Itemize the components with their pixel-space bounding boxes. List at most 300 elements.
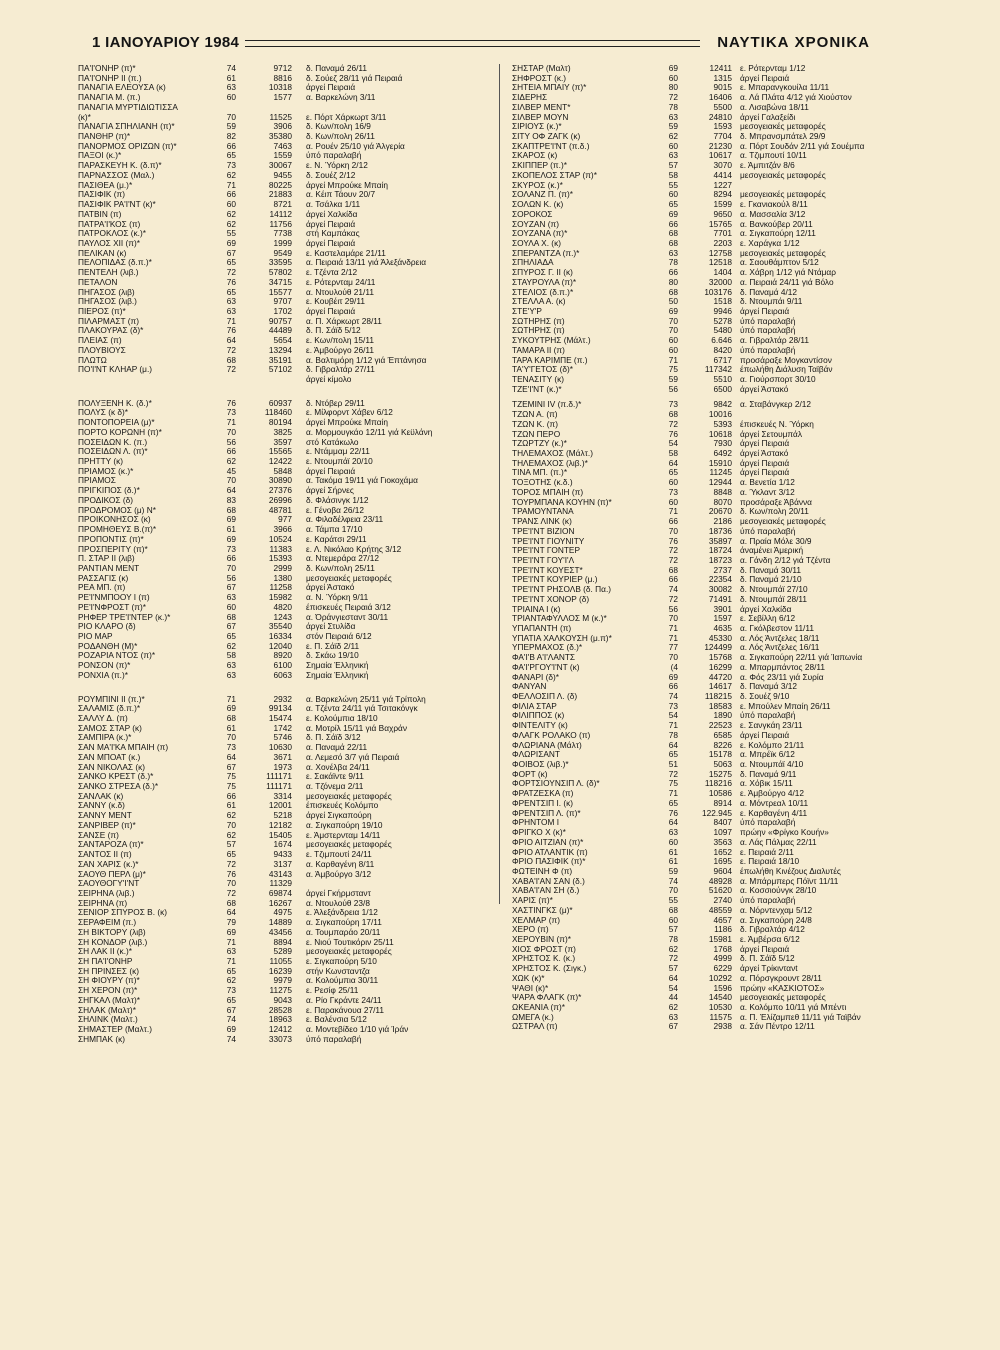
ship-year: 66 (226, 140, 236, 151)
ship-name: ΣΑΜΠΙΡΑ (κ.)* (78, 733, 132, 743)
ship-name: ΣΠΥΡΟΣ Γ. ΙΙ (κ) (512, 268, 573, 278)
ship-status: α. Κολόμπο 10/11 γιά Μπέντι (740, 1003, 847, 1012)
ship-name: ΣΑΜΟΣ ΣΤΑΡ (κ) (78, 723, 142, 733)
ship-name: ΠΑΥΛΟΣ XII (π)* (78, 238, 141, 248)
ship-year: 70 (668, 652, 678, 663)
ship-status: άργεί Πειραιά (740, 439, 790, 449)
ship-tonnage: 44489 (268, 325, 292, 336)
ship-name: ΠΑΝΑΓΙΑ ΜΥΡΤΙΔΙΩΤΙΣΣΑ (78, 102, 178, 112)
ship-tonnage: 4414 (713, 169, 732, 180)
ship-name: ΣΑΝΡΙΒΕΡ (π)* (78, 820, 136, 830)
ship-year: 59 (226, 121, 236, 132)
ship-tonnage: 6585 (713, 729, 732, 740)
ship-name: ΣΑΝ ΜΠΟΑΤ (κ.) (78, 752, 141, 762)
ship-year: 74 (668, 875, 678, 886)
ship-status: α. Κοσσιούνγκ 28/10 (740, 886, 817, 896)
ship-name: ΡΙΟ ΚΛΑΡΟ (δ) (78, 622, 136, 632)
ship-tonnage: 5510 (713, 374, 732, 384)
ship-name: ΠΑΤΡΟΚΛΟΣ (κ.)* (78, 229, 146, 239)
ship-status: α. Βενετία 1/12 (740, 478, 795, 488)
ship-name: ΣΚΟΠΕΛΟΣ ΣΤΑΡ (π)* (512, 170, 597, 180)
ship-tonnage: 7463 (273, 140, 292, 151)
ship-name: ΥΠΕΡΜΑΧΟΣ (δ.)* (512, 643, 583, 653)
ship-year: 70 (226, 562, 236, 573)
ship-tonnage: 8226 (713, 739, 732, 750)
ship-year: 71 (226, 955, 236, 966)
ship-name: ΠΟΝΤΟΠΟΡΕΙΑ (μ)* (78, 418, 155, 428)
ship-status: έπισκευές Πειραιά 3/12 (306, 602, 391, 612)
ship-tonnage: 11575 (709, 1011, 732, 1022)
ship-name: ΣΗ ΦΙΟΥΡΥ (π)* (78, 976, 140, 986)
ship-name: ΤΡΕ'Ι'ΝΤ ΓΟΝΤΕΡ (512, 546, 580, 556)
ship-year: 60 (668, 477, 678, 488)
ship-status: δ. Φλάσινγκ 1/12 (306, 495, 369, 505)
ship-year: 56 (226, 436, 236, 447)
ship-name: ΣΑΝΣΕ (π) (78, 830, 119, 840)
ship-year: 60 (668, 140, 678, 151)
ship-status: προσάραξε Μογκαντίσον (740, 355, 832, 365)
ship-name: ΠΡΟΠΟΝΤΙΣ (π)* (78, 534, 144, 544)
ship-status: άναμένει Άμερική (740, 546, 804, 556)
ship-name: ΦΙΛΙΑ ΣΤΑΡ (512, 701, 557, 711)
ship-year: 66 (668, 516, 678, 527)
ship-name: ΤΗΛΕΜΑΧΟΣ (Μάλτ.) (512, 449, 593, 459)
ship-status: α. Κέιπ Τάουν 20/7 (306, 190, 376, 200)
ship-year: 71 (668, 720, 678, 731)
ship-year: 73 (668, 700, 678, 711)
ship-year: 54 (668, 710, 678, 721)
section-gap (78, 385, 486, 399)
ship-tonnage: 16267 (268, 897, 292, 908)
ship-tonnage: 15768 (708, 652, 732, 663)
ship-name: ΣΑΝΚΟ ΣΤΡΕΣΑ (δ.)* (78, 782, 159, 792)
ship-name: ΣΗ ΚΟΝΔΟΡ (λιβ.) (78, 937, 148, 947)
left-column-ship-list (78, 64, 486, 1044)
ship-name: ΠΙΛΑΡΜΑΣΤ (π) (78, 316, 139, 326)
ship-tonnage: 2186 (713, 516, 732, 527)
ship-tonnage: 18724 (708, 545, 732, 556)
ship-name: ΤΡΕ'Ι'ΝΤ ΓΟΥ'Ι'Λ (512, 555, 575, 565)
ship-status: ε. Κων/πολη 15/11 (306, 336, 374, 346)
ship-status: μεσογειακές μεταφορές (740, 122, 826, 132)
ship-tonnage: 11275 (269, 985, 292, 996)
ship-name: ΡΟΝΣΟΝ (π)* (78, 661, 131, 671)
ship-name: ΠΕΤΑΛΟΝ (78, 277, 118, 287)
ship-tonnage: 15275 (708, 768, 732, 779)
ship-status: ε. Ρότερνταμ 24/11 (306, 277, 376, 287)
ship-year: 60 (226, 92, 236, 103)
ship-tonnage: 16406 (708, 92, 732, 103)
ship-tonnage: 1890 (713, 710, 732, 721)
ship-name: ΦΟΙΒΟΣ (λιβ.)* (512, 760, 569, 770)
ship-tonnage: 6229 (713, 963, 732, 974)
ship-tonnage: 69874 (268, 887, 292, 898)
ship-status: ε. Κουβέιτ 29/11 (306, 297, 365, 307)
ship-year: 61 (226, 72, 236, 83)
ship-year: 60 (668, 914, 678, 925)
ship-tonnage: 16299 (708, 661, 732, 672)
ship-status: ε. Άμπιτζάν 8/6 (740, 161, 795, 171)
ship-tonnage: 4999 (713, 953, 732, 964)
ship-tonnage: 6100 (273, 660, 292, 671)
ship-status: α. Σάν Πέντρο 12/11 (740, 1022, 815, 1032)
ship-name: ΤΡΙΑΝΤΑΦΥΛΛΟΣ Μ (κ.)* (512, 614, 607, 624)
ship-status: ε. Καστελαμάρε 21/11 (306, 248, 386, 258)
ship-name: ΣΗ ΛΑΚ ΙΙ (κ.)* (78, 947, 133, 957)
ship-name: ΣΙΤΥ ΟΦ ΖΑΓΚ (κ) (512, 132, 581, 142)
ship-name: ΠΕΛΙΚΑΝ (κ) (78, 248, 127, 258)
ship-status: α. Μόντρεαλ 10/11 (740, 798, 809, 808)
ship-name: ΠΡΟΙΚΟΝΗΣΟΣ (κ) (78, 515, 151, 525)
ship-year: 63 (668, 247, 678, 258)
ship-entry (78, 375, 486, 385)
ship-name: ΤΟΡΟΣ ΜΠΑΙΗ (π) (512, 487, 584, 497)
ship-status: α. Μοτρίλ 15/11 γιά Βαχράν (306, 723, 408, 733)
ship-name: ΣΗΣΤΑΡ (Μαλτ) (512, 64, 571, 73)
ship-year: 69 (668, 671, 678, 682)
ship-year: 66 (668, 574, 678, 585)
ship-status: α. Ντουλούθ 21/11 (306, 287, 374, 297)
ship-name: ΡΕ'Ι'ΝΜΠΟΟΥ Ι (π) (78, 593, 150, 603)
ship-tonnage: 15178 (708, 749, 732, 760)
ship-tonnage: 15405 (268, 829, 292, 840)
ship-status: α. Γιούρσπορτ 30/10 (740, 375, 816, 384)
ship-name: ΣΤΑΥΡΟΥΛΑ (π)* (512, 277, 577, 287)
ship-tonnage: 117342 (704, 364, 732, 375)
ship-status: δ. Παναμά 9/11 (740, 769, 797, 779)
ship-name: ΦΑΝΑΡΙ (δ)* (512, 672, 559, 682)
ship-tonnage: 3901 (713, 603, 732, 614)
ship-name: ΦΟΡΤ (κ) (512, 769, 548, 779)
ship-status: μεσογειακές μεταφορές (306, 573, 392, 583)
ship-tonnage: 1186 (714, 924, 732, 935)
ship-year: 74 (226, 63, 236, 73)
ship-year: 70 (226, 819, 236, 830)
ship-status: α. Λός Άντζελες 16/11 (740, 643, 820, 653)
ship-name: ΠΕΝΤΕΛΗ (λιβ.) (78, 268, 139, 278)
ship-year: 64 (668, 739, 678, 750)
ship-year: 50 (668, 296, 678, 307)
ship-tonnage: 18963 (268, 1014, 292, 1025)
ship-year: 68 (668, 237, 678, 248)
ship-tonnage: 10618 (708, 428, 732, 439)
ship-year: 67 (226, 621, 236, 632)
ship-tonnage: 18736 (708, 525, 732, 536)
ship-status: δ. Σουέζ 2/12 (306, 170, 356, 180)
ship-status: άργεί Χαλκίδα (740, 604, 792, 614)
ship-name: ΣΗΤΕΙΑ ΜΠΑΙΥ (π)* (512, 83, 587, 93)
ship-name: ΠΛΕΙΑΣ (π) (78, 336, 122, 346)
ship-status: α. Λός Άντζελες 18/11 (740, 633, 820, 643)
ship-tonnage: 8894 (273, 936, 292, 947)
ship-year: 62 (226, 810, 236, 821)
ship-tonnage: 111171 (266, 781, 292, 792)
ship-year: 57 (226, 839, 236, 850)
ship-tonnage: 2938 (713, 1021, 732, 1032)
ship-status: μεσογειακές μεταφορές (740, 517, 826, 527)
ship-year: 59 (668, 865, 678, 876)
ship-status: δ. Π. Σάϊδ 3/12 (306, 733, 361, 743)
ship-name: ΤΟΥΡΜΠΑΝΑ ΚΟΥΗΝ (π)* (512, 497, 612, 507)
ship-year: 65 (668, 749, 678, 760)
ship-name: ΠΑΤΡΑ'Ι'ΚΟΣ (π) (78, 219, 141, 229)
ship-status: ε. Σακάϊντε 9/11 (306, 772, 364, 782)
ship-status: δ. Κων/πολη 20/11 (740, 507, 809, 517)
ship-tonnage: 15910 (708, 457, 732, 468)
ship-year: 69 (668, 63, 678, 73)
ship-status: δ. Σουέζ 9/10 (740, 692, 790, 701)
ship-name: ΣΑΝΤΑΡΟΖΑ (π)* (78, 840, 144, 850)
ship-name: ΦΡΑΤΖΕΣΚΑ (π) (512, 789, 574, 799)
ship-tonnage: 1097 (713, 827, 732, 838)
ship-name: ΣΟΥΖΑΝ (π) (512, 219, 559, 229)
ship-year: 76 (668, 428, 678, 439)
ship-tonnage: 9549 (273, 247, 292, 258)
ship-name: ΨΑΡΑ ΦΛΑΓΚ (π)* (512, 993, 582, 1003)
ship-name: ΧΑΣΤΙΝΓΚΣ (μ)* (512, 905, 573, 915)
ship-name: ΡΟΥΜΠΙΝΙ ΙΙ (π.)* (78, 694, 145, 704)
ship-status: α. Μπάρμπερς Πόϊντ 11/11 (740, 876, 839, 886)
ship-year: 72 (668, 593, 678, 604)
ship-tonnage: 5480 (713, 325, 732, 336)
ship-tonnage: 2203 (713, 237, 732, 248)
ship-tonnage: 15981 (708, 933, 732, 944)
ship-status: α. Χόβικ 15/11 (740, 779, 793, 789)
ship-year: 79 (226, 917, 236, 928)
ship-tonnage: 51620 (708, 885, 732, 896)
ship-status: δ. Μπρανσμπάτελ 29/9 (740, 132, 826, 142)
ship-year: 74 (226, 1033, 236, 1044)
ship-year: 63 (226, 82, 236, 93)
ship-tonnage: 35897 (708, 535, 732, 546)
ship-name: ΣΤΕΛΙΟΣ (δ.π.)* (512, 287, 574, 297)
ship-name: ΤΟΞΟΤΗΣ (κ.δ.) (512, 478, 573, 488)
ship-tonnage: 16334 (268, 630, 292, 641)
ship-year: 67 (226, 247, 236, 258)
ship-status: ε. Χαράγκα 1/12 (740, 238, 800, 248)
ship-tonnage: 3563 (713, 836, 732, 847)
ship-tonnage: 11383 (269, 543, 292, 554)
ship-year: 59 (668, 374, 678, 384)
ship-name: ΠΡΟΣΠΕΡΙΤΥ (π)* (78, 544, 148, 554)
ship-year: 62 (226, 640, 236, 651)
ship-name: ΣΑΝΚΟ ΚΡΕΣΤ (δ.)* (78, 772, 154, 782)
section-gap (78, 681, 486, 695)
ship-year: 63 (668, 827, 678, 838)
ship-status: α. Λεμεσό 3/7 γιά Πειραιά (306, 752, 400, 762)
ship-status: α. Μπρέϊκ 6/12 (740, 750, 795, 760)
ship-status: α. Μασσαλία 3/12 (740, 209, 806, 219)
ship-tonnage: 44720 (708, 671, 732, 682)
ship-year: 70 (226, 878, 236, 889)
ship-entry (78, 93, 486, 103)
ship-year: 62 (226, 829, 236, 840)
ship-status: α. Γκόλβεστον 11/11 (740, 623, 814, 633)
ship-name: ΣΗ ΧΕΡΟΝ (π)* (78, 986, 138, 996)
ship-year: 61 (226, 722, 236, 733)
ship-status: μεσογειακές μεταφορές (740, 190, 826, 200)
ship-name: ΧΕΛΜΑΡ (π) (512, 915, 560, 925)
ship-year: 59 (668, 121, 678, 132)
ship-status: α. Τζιμπουτί 10/11 (740, 151, 807, 161)
ship-tonnage: 15565 (268, 446, 292, 457)
ship-year: 74 (226, 1014, 236, 1025)
ship-status: ε. Κολόμπο 21/11 (740, 740, 805, 750)
ship-year: 72 (668, 418, 678, 429)
ship-name: ΣΠΕΡΑΝΤΖΑ (π.)* (512, 248, 580, 258)
ship-tonnage: 2740 (713, 895, 732, 906)
ship-year: 57 (668, 963, 678, 974)
ship-name: ΡΗΦΕΡ ΤΡΕ'Ι'ΝΤΕΡ (κ.)* (78, 612, 171, 622)
ship-status: δ. Παναμά 26/11 (306, 64, 367, 73)
ship-tonnage: 10630 (268, 742, 292, 753)
ship-tonnage: 6063 (273, 669, 292, 680)
ship-status: ε. Παρακάνουα 27/11 (306, 1005, 385, 1015)
ship-year: 71 (226, 179, 236, 190)
ship-year: 71 (226, 693, 236, 704)
ship-name: ΦΑ'Ι'Β Α'Ι'ΛΑΝΤΣ (512, 653, 576, 663)
ship-year: 55 (668, 895, 678, 906)
ship-status: δ. Ντουμπάι 9/11 (740, 297, 803, 307)
ship-year: 75 (226, 781, 236, 792)
ship-status: δ. Κων/πολη 16/9 (306, 122, 371, 132)
ship-year: 73 (226, 543, 236, 554)
ship-name: ΠΗΓΑΣΟΣ (λιβ) (78, 287, 135, 297)
ship-tonnage: 12411 (709, 63, 732, 73)
ship-status: α. Φός 23/11 γιά Συρία (740, 672, 824, 682)
ship-tonnage: 1674 (273, 839, 292, 850)
ship-year: 76 (226, 325, 236, 336)
ship-year: 68 (226, 354, 236, 365)
ship-status: ύπό παραλαβή (740, 316, 796, 326)
ship-tonnage: 118460 (264, 407, 292, 418)
ship-name: ΤΡΑΝΣ ΛΙΝΚ (κ) (512, 517, 572, 527)
ship-tonnage: 18723 (708, 554, 732, 565)
ship-status: ε. Μίλφορντ Χάβεν 6/12 (306, 408, 393, 418)
ship-tonnage: 30082 (708, 584, 732, 595)
ship-status: α. Σιγκαπούρη 12/11 (740, 229, 816, 239)
ship-status: ε. Μπούλεν Μπαίη 26/11 (740, 701, 831, 711)
ship-name: ΣΩΤΗΡΗΣ (π) (512, 316, 565, 326)
ship-tonnage: 35380 (268, 131, 292, 142)
ship-name: ΥΠΑΠΑΝΤΗ (π) (512, 623, 572, 633)
ship-year: 78 (668, 933, 678, 944)
ship-name: ΠΑ'Ι'ΟΝΗΡ (π)* (78, 64, 136, 73)
ship-tonnage: 9455 (273, 169, 292, 180)
ship-year: 64 (226, 485, 236, 496)
ship-tonnage: 21230 (708, 140, 732, 151)
ship-name: ΤΑ'Υ'ΓΕΤΟΣ (δ)* (512, 365, 573, 375)
ship-status: α. Βαρκελώνη 3/11 (306, 93, 376, 103)
ship-tonnage: 3671 (273, 751, 292, 762)
ship-tonnage: 12001 (268, 800, 292, 811)
ship-status: ε. Ντουμπάϊ 20/10 (306, 457, 373, 467)
ship-status: άργεί Πειραιά (306, 238, 356, 248)
ship-status: ε. Σανγκάη 23/11 (740, 721, 803, 731)
ship-tonnage: 5278 (713, 315, 732, 326)
ship-name: (κ)* (78, 112, 91, 122)
ship-tonnage: 80194 (268, 417, 292, 428)
ship-year: 70 (226, 475, 236, 486)
ship-name: ΤΡΑΜΟΥΝΤΑΝΑ (512, 507, 574, 517)
ship-tonnage: 32000 (708, 276, 732, 287)
ship-name: ΣΚΑΠΤΡΕ'Ι'ΝΤ (π.δ.) (512, 141, 590, 151)
ship-year: 57 (668, 924, 678, 935)
ship-tonnage: 30890 (268, 475, 292, 486)
ship-status: μεσογειακές μεταφορές (740, 170, 826, 180)
ship-status: α. Ύκλαντ 3/12 (740, 487, 795, 497)
ship-year: 67 (226, 761, 236, 772)
ship-status: άργεί Τρίκιντανt (740, 964, 798, 974)
ship-year: 64 (226, 751, 236, 762)
ship-year: (4 (670, 661, 678, 672)
ship-status: δ. Ντουμπάϊ 27/10 (740, 585, 808, 595)
ship-status: α. Πειραιά 24/11 γιά Βόλο (740, 277, 834, 287)
ship-tonnage: 99134 (268, 703, 292, 714)
ship-status: α. Ρίο Γκράντε 24/11 (306, 995, 382, 1005)
ship-status: ε. Σεβίλλη 6/12 (740, 614, 796, 624)
ship-tonnage: 16239 (268, 965, 292, 976)
ship-name: ΦΡΙΓΚΟ Χ (κ)* (512, 828, 566, 838)
ship-status: άργεί Πειραιά (740, 73, 790, 83)
ship-year: 80 (668, 276, 678, 287)
ship-status: άργεί Πειραιά (740, 730, 790, 740)
ship-tonnage: 4975 (273, 907, 292, 918)
ship-tonnage: 5289 (273, 946, 292, 957)
ship-name: ΤΡΕ'Ι'ΝΤ ΓΙΟΥΝΙΤΥ (512, 536, 585, 546)
ship-status: μεσογειακές μεταφορές (306, 840, 392, 850)
ship-year: 76 (226, 397, 236, 408)
ship-name: ΣΑΝ ΝΙΚΟΛΑΣ (κ) (78, 762, 146, 772)
ship-name: ΧΕΡΟΥΒΙΝ (π)* (512, 934, 571, 944)
ship-status: άργεί Σιγκαπούρη (306, 811, 372, 821)
ship-status: ύπό παραλαβή (740, 526, 796, 536)
ship-name: ΣΑΟΥΘΟΓΥ'Ι'ΝΤ (78, 879, 140, 889)
ship-name: ΦΙΝΤΕΛΙΤΥ (κ) (512, 721, 568, 731)
right-column-ship-list (512, 64, 924, 1032)
ship-year: 61 (226, 524, 236, 535)
ship-tonnage: 48781 (268, 504, 292, 515)
ship-year: 74 (668, 691, 678, 701)
ship-name: ΦΩΤΕΙΝΗ Φ (π) (512, 866, 573, 876)
ship-year: 72 (668, 768, 678, 779)
ship-name: ΦΑΝΥΑΝ (512, 682, 547, 692)
ship-tonnage: 1577 (273, 92, 292, 103)
ship-tonnage: 11055 (269, 955, 292, 966)
ship-tonnage: 9712 (273, 63, 292, 73)
ship-tonnage: 5063 (713, 759, 732, 770)
ship-name: ΦΕΛΛΟΣΙΠ Λ. (δ) (512, 692, 578, 701)
ship-name: ΠΑΝΟΡΜΟΣ ΟΡΙΖΩΝ (π)* (78, 141, 177, 151)
ship-name: ΡΕ'Ι'ΝΦΡΟΣΤ (π)* (78, 602, 146, 612)
page-header (92, 34, 870, 56)
ship-name: ΣΙΛΒΕΡ ΜΕΝΤ* (512, 102, 571, 112)
ship-tonnage: 14112 (269, 208, 292, 219)
ship-status: έπωλήθη Κινέζους Διαλυτές (740, 866, 841, 876)
ship-tonnage: 9946 (713, 305, 732, 316)
ship-tonnage: 7704 (713, 131, 732, 142)
ship-name: ΣΤΕΛΛΑ Α. (κ) (512, 297, 566, 307)
ship-name: ΠΑΞΟΙ (κ.)* (78, 151, 122, 161)
ship-status: α. Πόρτ Σουδάν 2/11 γιά Σουέμπα (740, 141, 865, 151)
ship-year: 80 (668, 82, 678, 93)
ship-status: ε. Βαλένσια 5/12 (306, 1015, 367, 1025)
ship-tonnage: 14889 (268, 917, 292, 928)
ship-tonnage: 57802 (268, 267, 292, 278)
ship-tonnage: 8407 (713, 817, 732, 828)
ship-status: α. Τζόνεμα 2/11 (306, 782, 364, 792)
ship-name: ΧΑΒΑ'Ι'ΑΝ ΣΗ (δ.) (512, 886, 580, 896)
